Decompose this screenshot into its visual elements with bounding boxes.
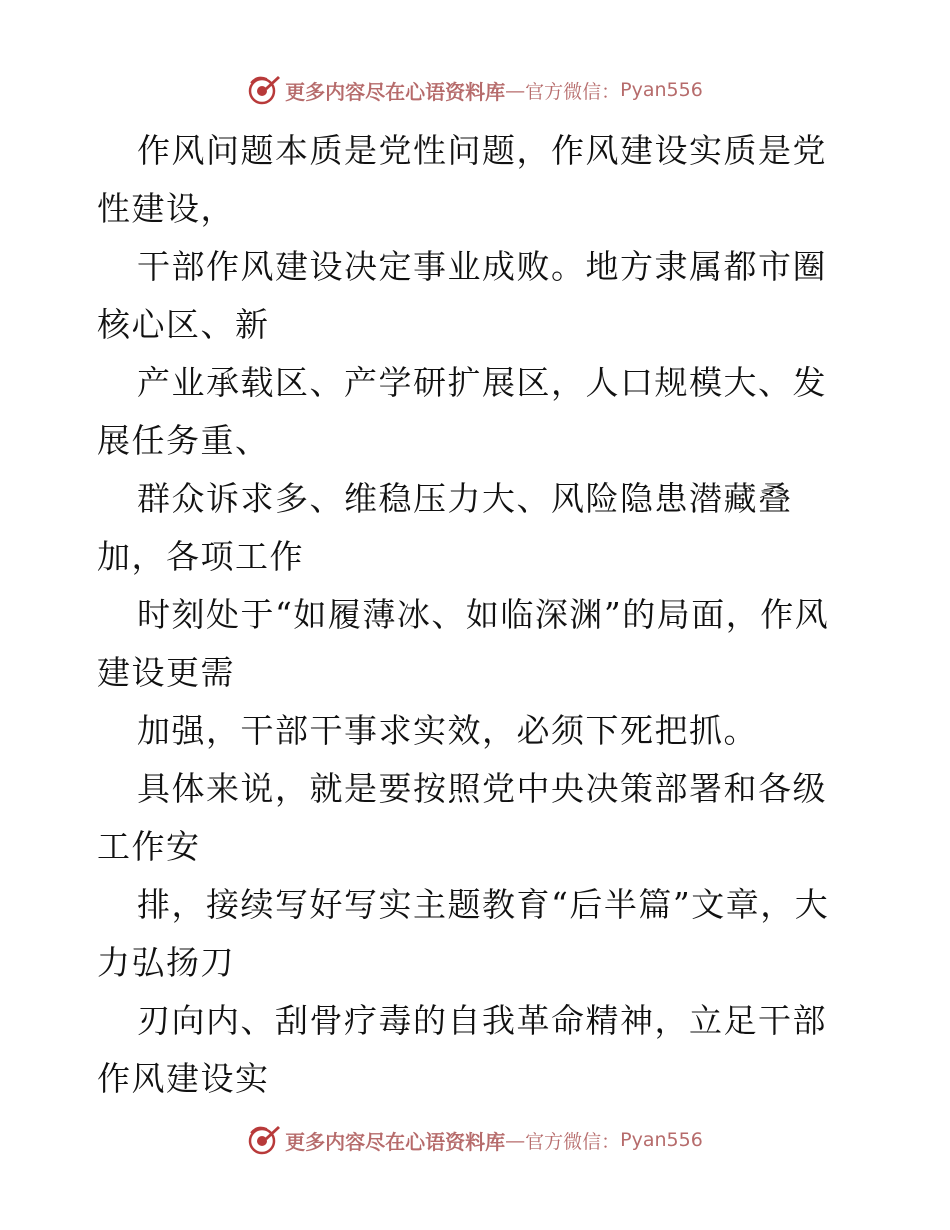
pen-on-circle-logo-icon [247, 73, 281, 107]
paragraph-4: 群众诉求多、维稳压力大、风险隐患潜藏叠加，各项工作 [97, 479, 793, 576]
paragraph-7: 具体来说，就是要按照党中央决策部署和各级工作安 [97, 769, 827, 866]
header-wechat-id: Pyan556 [620, 79, 703, 101]
paragraph-9: 刃向内、刮骨疗毒的自我革命精神，立足干部作风建设实 [97, 1001, 827, 1098]
document-body [97, 122, 857, 1108]
footer-separator: — [505, 1128, 526, 1152]
pen-on-circle-logo-icon [247, 1123, 281, 1157]
paragraph-3: 产业承载区、产学研扩展区，人口规模大、发展任务重、 [97, 363, 827, 460]
paragraph-2: 干部作风建设决定事业成败。地方隶属都市圈核心区、新 [97, 247, 827, 344]
header-separator: — [505, 78, 526, 102]
paragraph-5: 时刻处于“如履薄冰、如临深渊”的局面，作风建设更需 [97, 595, 830, 692]
paragraph-6: 加强，干部干事求实效，必须下死把抓。 [137, 711, 758, 750]
paragraph-1: 作风问题本质是党性问题，作风建设实质是党性建设， [97, 131, 827, 228]
footer-wechat-id: Pyan556 [620, 1129, 703, 1151]
footer-watermark-banner [0, 1120, 950, 1160]
header-wechat-label: 官方微信： [525, 80, 621, 103]
paragraph-8: 排，接续写好写实主题教育“后半篇”文章，大力弘扬刀 [97, 885, 830, 982]
footer-site-text: 更多内容尽在心语资料库 [285, 1129, 506, 1154]
header-site-text: 更多内容尽在心语资料库 [285, 79, 506, 104]
footer-wechat-label: 官方微信： [525, 1130, 621, 1153]
header-watermark-banner [0, 70, 950, 110]
